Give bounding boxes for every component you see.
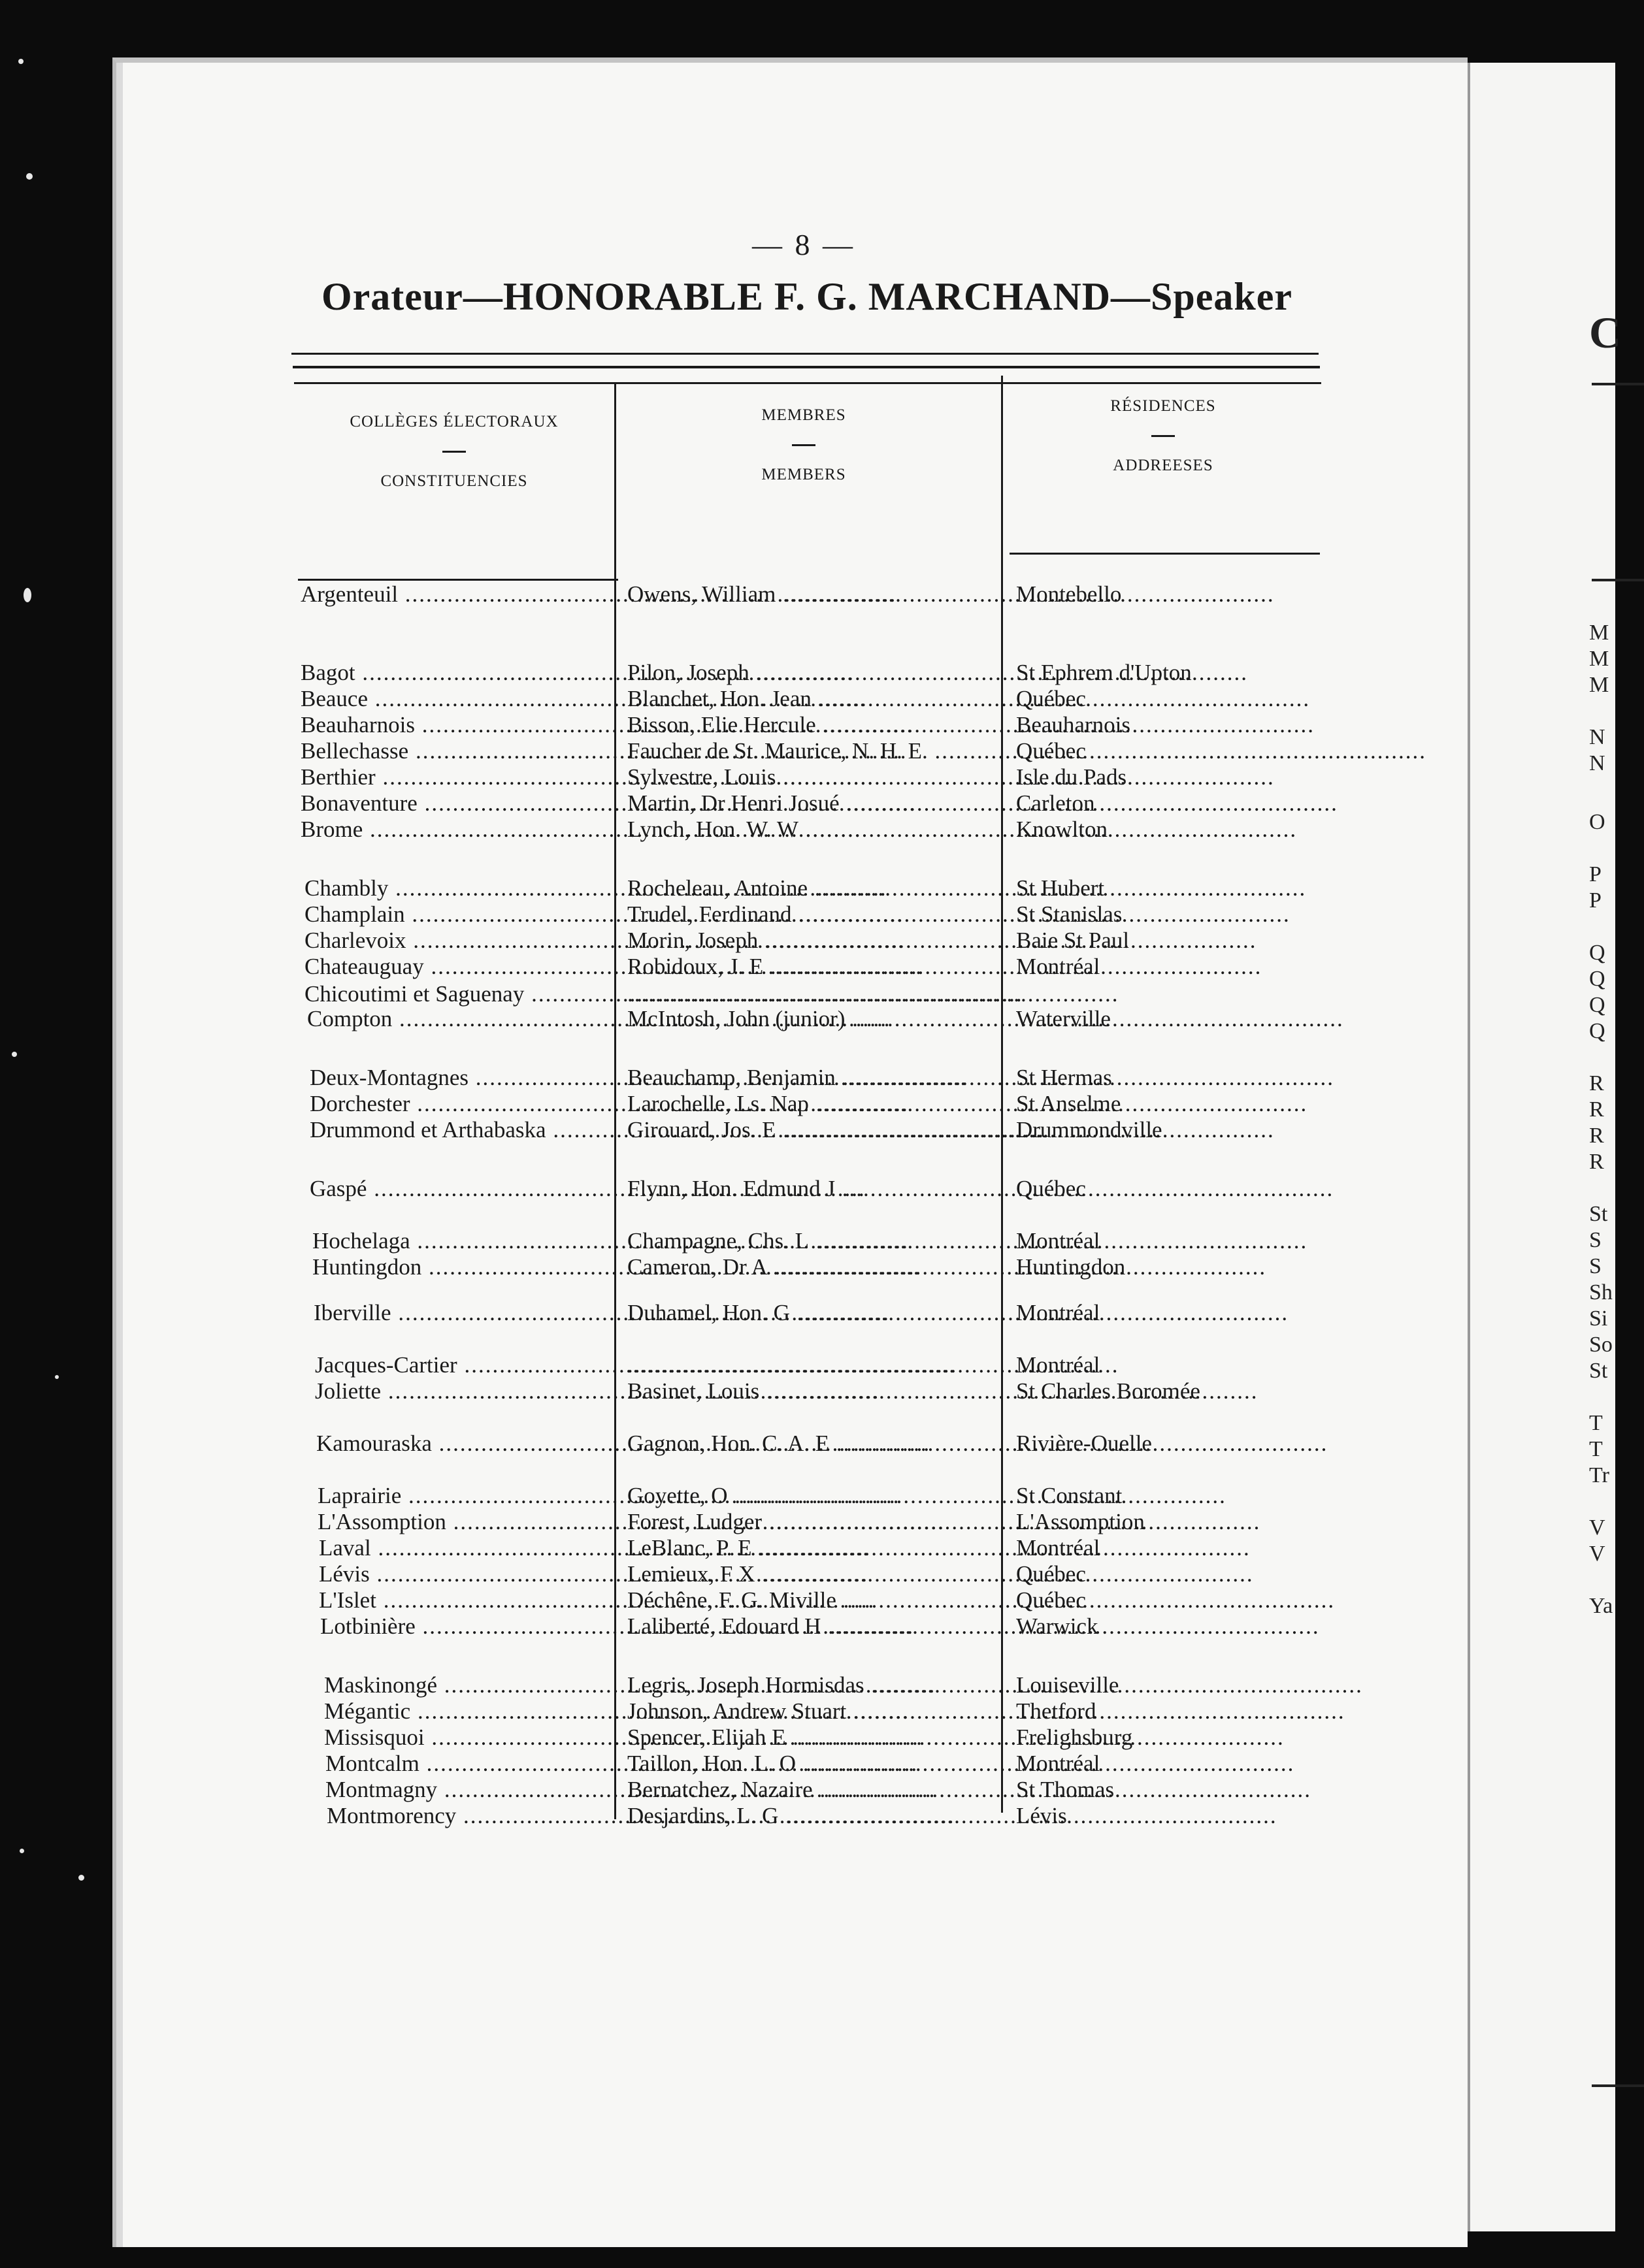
member-cell: Forest, Ludger ..... [627, 1509, 1006, 1535]
residence-cell: Québec [1016, 1176, 1086, 1201]
constituency-cell: Gaspé ..... [301, 1176, 623, 1202]
adjacent-page-letter: N [1589, 751, 1605, 775]
table-row [301, 1378, 1320, 1404]
table-row [301, 1725, 1320, 1751]
table-row [301, 981, 1320, 1007]
residence-cell: Québec [1016, 1561, 1086, 1587]
member-cell: Girouard, Jos. E ..... [627, 1117, 1006, 1143]
member-cell: McIntosh, John (junior) ..... [627, 1006, 1006, 1032]
adjacent-page-letter: Ya [1589, 1594, 1613, 1618]
constituency-cell: Hochelaga ..... [301, 1228, 626, 1254]
residence-cell: Frelighsburg [1016, 1725, 1133, 1750]
table-row [301, 1352, 1320, 1378]
adjacent-page-letter: St [1589, 1202, 1608, 1226]
constituency-cell: Montmagny ..... [301, 1777, 639, 1803]
member-cell: Faucher de St. Maurice, N. H. E. ..... [627, 738, 1006, 764]
residence-cell: St Hermas [1016, 1065, 1112, 1090]
adjacent-page-letter: St [1589, 1359, 1608, 1383]
constituency-cell: Maskinongé ..... [301, 1672, 638, 1698]
constituency-cell: Bagot ..... [301, 660, 614, 686]
page-title: Orateur—HONORABLE F. G. MARCHAND—Speaker [321, 275, 1293, 318]
title-rule-top [291, 353, 1319, 355]
adjacent-page-letter: R [1589, 1150, 1604, 1174]
table-row [301, 1065, 1320, 1091]
table-row [301, 1803, 1320, 1829]
adjacent-page-letter: R [1589, 1097, 1604, 1122]
header-col1-en: CONSTITUENCIES [380, 472, 528, 490]
table-row [301, 790, 1320, 817]
member-cell: Spencer, Elijah E ..... [627, 1725, 1006, 1751]
residence-cell: St Constant [1016, 1483, 1123, 1508]
scan-speck [12, 1052, 17, 1057]
residence-cell: Carleton [1016, 790, 1095, 816]
residence-cell: Montréal [1016, 1228, 1100, 1254]
constituency-cell: Compton ..... [301, 1006, 621, 1032]
page-number: — 8 — [752, 228, 855, 261]
residence-cell: Baie St Paul [1016, 928, 1130, 953]
member-cell: Flynn, Hon. Edmund J ..... [627, 1176, 1006, 1202]
member-cell: Sylvestre, Louis ..... [627, 764, 1006, 790]
table-row [301, 1176, 1320, 1202]
header-members [627, 406, 980, 484]
member-cell: Owens, William ..... [627, 581, 1006, 608]
constituency-cell: Chambly ..... [301, 875, 618, 901]
member-cell: Robidoux, J. E ..... [627, 954, 1006, 980]
constituency-cell: Montmorency ..... [301, 1803, 640, 1829]
member-cell: Déchêne, F. G. Miville ..... [627, 1587, 1006, 1613]
table-row [301, 1535, 1320, 1561]
member-cell: Cameron, Dr A ..... [627, 1254, 1006, 1280]
table-row [301, 954, 1320, 980]
document-page [112, 57, 1468, 2247]
residence-cell: Québec [1016, 1587, 1086, 1613]
residence-cell: Montréal [1016, 1751, 1100, 1776]
member-cell: Taillon, Hon. L. O ..... [627, 1751, 1006, 1777]
member-cell: Trudel, Ferdinand ..... [627, 901, 1006, 928]
constituency-cell: Jacques-Cartier ..... [301, 1352, 629, 1378]
adjacent-page-letter: N [1589, 725, 1605, 749]
adjacent-page-letter: Sh [1589, 1280, 1613, 1304]
constituency-cell: L'Assomption ..... [301, 1509, 631, 1535]
header-residences [1006, 397, 1320, 475]
scan-speck [78, 1875, 84, 1881]
table-row [301, 901, 1320, 928]
constituency-cell: Beauharnois ..... [301, 712, 614, 738]
residence-cell: Montréal [1016, 954, 1100, 979]
table-row [301, 686, 1320, 712]
constituency-cell: Lotbinière ..... [301, 1613, 634, 1640]
constituency-cell: Kamouraska ..... [301, 1431, 630, 1457]
adjacent-page-letter: Q [1589, 1019, 1605, 1043]
residence-cell: Isle du Pads [1016, 764, 1127, 790]
constituency-cell: Chicoutimi et Saguenay ..... [301, 981, 618, 1007]
member-cell: Desjardins, L. G ..... [627, 1803, 1006, 1829]
table-row [301, 1228, 1320, 1254]
constituency-cell: Chateauguay ..... [301, 954, 618, 980]
table-row [301, 1254, 1320, 1280]
constituency-cell: Mégantic ..... [301, 1698, 638, 1725]
table-row [301, 1587, 1320, 1613]
scan-speck [20, 1849, 24, 1853]
residence-cell: Waterville [1016, 1006, 1111, 1031]
constituency-cell: Lévis ..... [301, 1561, 633, 1587]
residence-cell: L'Assomption [1016, 1509, 1145, 1534]
residence-cell: St Charles Boromée [1016, 1378, 1200, 1404]
table-row [301, 875, 1320, 901]
table-row [301, 817, 1320, 843]
member-cell: LeBlanc, P. E ..... [627, 1535, 1006, 1561]
member-cell: Bernatchez, Nazaire ..... [627, 1777, 1006, 1803]
header-constituencies [301, 413, 608, 491]
table-row [301, 1698, 1320, 1725]
member-cell: Rocheleau, Antoine ..... [627, 875, 1006, 901]
constituency-cell: Champlain ..... [301, 901, 618, 928]
adjacent-page-letter: So [1589, 1333, 1613, 1357]
residence-cell: Thetford [1016, 1698, 1096, 1724]
member-cell: Basinet, Louis ..... [627, 1378, 1006, 1404]
residence-cell: Montréal [1016, 1535, 1100, 1561]
header-bottom-rule-2 [1010, 553, 1320, 555]
table-row [301, 738, 1320, 764]
adjacent-page-letter: R [1589, 1124, 1604, 1148]
member-cell: Duhamel, Hon. G ..... [627, 1300, 1006, 1326]
adjacent-page-letter: Tr [1589, 1463, 1609, 1487]
member-cell: Lemieux, F X ..... [627, 1561, 1006, 1587]
adjacent-page-letter: T [1589, 1411, 1603, 1435]
constituency-cell: Argenteuil ..... [301, 581, 614, 608]
table-row [301, 928, 1320, 954]
table-row [301, 1561, 1320, 1587]
table-row [301, 1431, 1320, 1457]
table-row [301, 1672, 1320, 1698]
header-rule [294, 382, 1321, 384]
member-cell: Larochelle, Ls. Nap ..... [627, 1091, 1006, 1117]
residence-cell: Warwick [1016, 1613, 1098, 1639]
constituency-cell: Deux-Montagnes ..... [301, 1065, 623, 1091]
table-row [301, 1613, 1320, 1640]
header-col3-fr: RÉSIDENCES [1110, 397, 1216, 415]
table-row [301, 1751, 1320, 1777]
constituency-cell: Joliette ..... [301, 1378, 629, 1404]
member-cell: Johnson, Andrew Stuart ..... [627, 1698, 1006, 1725]
constituency-cell: Brome ..... [301, 817, 614, 843]
table-row [301, 1091, 1320, 1117]
residence-cell: Drummondville [1016, 1117, 1162, 1142]
member-cell: Pilon, Joseph ..... [627, 660, 1006, 686]
residence-cell: St Stanislas [1016, 901, 1123, 927]
constituency-cell: Drummond et Arthabaska ..... [301, 1117, 623, 1143]
adjacent-page-letter: S [1589, 1254, 1602, 1278]
constituency-cell: Huntingdon ..... [301, 1254, 626, 1280]
constituency-cell: Laval ..... [301, 1535, 633, 1561]
member-cell: Laliberté, Edouard H ..... [627, 1613, 1006, 1640]
residence-cell: Lévis [1016, 1803, 1067, 1828]
adjacent-page-letter: M [1589, 673, 1609, 697]
constituency-cell: Montcalm ..... [301, 1751, 639, 1777]
residence-cell: St Hubert [1016, 875, 1105, 901]
constituency-cell: Berthier ..... [301, 764, 614, 790]
residence-cell: St Thomas [1016, 1777, 1115, 1802]
header-col2-fr: MEMBRES [761, 406, 846, 424]
member-cell: Beauchamp, Benjamin ..... [627, 1065, 1006, 1091]
constituency-cell: Beauce ..... [301, 686, 614, 712]
scan-speck [24, 588, 31, 602]
member-cell: Martin, Dr Henri Josué ..... [627, 790, 1006, 817]
adjacent-page-letter: O [1589, 810, 1605, 834]
adjacent-page-letter: V [1589, 1515, 1605, 1540]
member-cell: Goyette, O ..... [627, 1483, 1006, 1509]
adjacent-page-letter: Si [1589, 1306, 1608, 1331]
constituency-cell: Charlevoix ..... [301, 928, 618, 954]
residence-cell: Montréal [1016, 1300, 1100, 1325]
residence-cell: Montebello [1016, 581, 1122, 607]
residence-cell: Knowlton [1016, 817, 1108, 842]
adjacent-page-letter: P [1589, 862, 1602, 886]
constituency-cell: L'Islet ..... [301, 1587, 633, 1613]
header-bottom-rule-1 [298, 579, 618, 581]
constituency-cell: Laprairie ..... [301, 1483, 631, 1509]
adjacent-page-letter: S [1589, 1228, 1602, 1252]
member-cell: Gagnon, Hon. C. A. E ..... [627, 1431, 1006, 1457]
adjacent-page-letter: T [1589, 1437, 1603, 1461]
table-row [301, 712, 1320, 738]
residence-cell: Montréal [1016, 1352, 1100, 1378]
constituency-cell: Bellechasse ..... [301, 738, 614, 764]
member-cell: Blanchet, Hon. Jean ..... [627, 686, 1006, 712]
adjacent-page-letter: Q [1589, 941, 1605, 965]
member-cell [627, 1352, 1006, 1378]
member-cell: Champagne, Chs. L ..... [627, 1228, 1006, 1254]
scan-speck [55, 1375, 59, 1379]
scan-speck [26, 173, 33, 180]
adjacent-page-letter: R [1589, 1071, 1604, 1095]
table-row [301, 1006, 1320, 1032]
adjacent-page-heading: C [1589, 308, 1622, 357]
residence-cell: Beauharnois [1016, 712, 1130, 737]
adjacent-page-letter: P [1589, 888, 1602, 913]
member-cell [627, 981, 1006, 1007]
adjacent-page-letter: V [1589, 1542, 1605, 1566]
residence-cell: Louiseville [1016, 1672, 1119, 1698]
residence-cell: Huntingdon [1016, 1254, 1126, 1280]
constituency-cell: Iberville ..... [301, 1300, 627, 1326]
header-col3-en: ADDREESES [1113, 457, 1213, 474]
member-cell: Bisson, Elie Hercule ..... [627, 712, 1006, 738]
header-col1-fr: COLLÈGES ÉLECTORAUX [350, 413, 559, 430]
table-row [301, 1483, 1320, 1509]
header-col2-en: MEMBERS [761, 466, 846, 483]
scan-speck [18, 59, 24, 64]
table-row [301, 1300, 1320, 1326]
table-row [301, 581, 1320, 608]
title-rule-bottom [293, 366, 1320, 368]
table-row [301, 764, 1320, 790]
adjacent-page-letter: M [1589, 621, 1609, 645]
adjacent-page-letter: Q [1589, 993, 1605, 1017]
residence-cell: Rivière-Ouelle [1016, 1431, 1152, 1456]
residence-cell: St Ephrem d'Upton [1016, 660, 1192, 685]
member-cell: Morin, Joseph ..... [627, 928, 1006, 954]
constituency-cell: Dorchester ..... [301, 1091, 623, 1117]
adjacent-page-letter: Q [1589, 967, 1605, 991]
table-row [301, 1777, 1320, 1803]
constituency-cell: Missisquoi ..... [301, 1725, 638, 1751]
table-row [301, 660, 1320, 686]
table-row [301, 1117, 1320, 1143]
member-cell: Legris, Joseph Hormisdas ..... [627, 1672, 1006, 1698]
residence-cell: Québec [1016, 686, 1086, 711]
constituency-cell: Bonaventure ..... [301, 790, 614, 817]
residence-cell: Québec [1016, 738, 1086, 764]
table-row [301, 1509, 1320, 1535]
residence-cell: St Anselme [1016, 1091, 1121, 1116]
member-cell: Lynch, Hon. W. W ..... [627, 817, 1006, 843]
adjacent-page-letter: M [1589, 647, 1609, 671]
